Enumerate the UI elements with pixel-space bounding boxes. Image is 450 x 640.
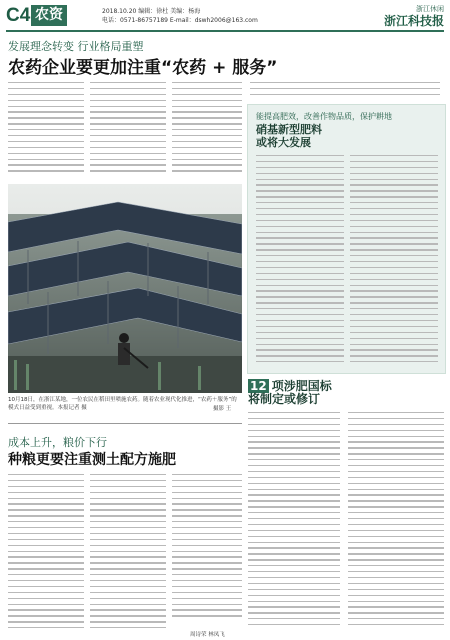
photo-caption: 10月18日，在浙江某地，一位农民在稻田里喷施农药。随着农业现代化推进，“农药＋服务”的模式日益受到重视。本报记者 摄 [8,397,237,411]
article2-number: 12 [250,379,267,393]
masthead-meta [102,7,292,25]
article3-headline: 种粮更要注重测土配方施肥 [8,452,176,468]
article3-column-1 [8,474,84,633]
region-label: 浙江休闲 [416,5,444,13]
main-article-headline: 农药企业要更加注重“农药 + 服务” [8,58,278,78]
main-article-kicker: 发展理念转变 行业格局重塑 [8,40,144,53]
sidebar-column-1 [256,155,344,367]
main-article-column-1 [8,82,84,176]
article3-kicker: 成本上升，粮价下行 [8,436,107,449]
solar-paddy-photo [8,184,242,393]
section-divider [8,423,242,424]
main-article-column-3 [172,82,242,176]
article2-column-1 [248,412,340,630]
main-article-column-4 [250,82,440,100]
article2-title: 12 项涉肥国标 将制定或修订 [248,379,332,406]
article2-column-2 [348,412,444,630]
page-header [6,4,444,32]
sidebar-column-2 [350,155,438,367]
contact-line: 电话：0571-86757189 E-mail：dswh2006@163.com [102,17,258,24]
main-article-column-2 [90,82,166,176]
section-name: 农资 [31,5,67,26]
sidebar-kicker: 能提高肥效，改善作物品质，保护耕地 [256,112,392,121]
article3-byline: 周诗荣 林凤飞 [190,632,225,638]
article3-column-2 [90,474,166,633]
page-number: C4 [6,5,31,26]
sidebar-title: 硝基新型肥料 或将大发展 [256,123,322,149]
issue-date: 2018.10.20 编辑：徐杜 美编：杨海 [102,8,201,15]
newspaper-logo [384,4,444,28]
paper-name: 浙江科技报 [383,14,444,28]
main-photo [8,184,242,393]
article3-column-3 [172,474,242,621]
photo-credit: 摄影 王 [213,406,232,412]
sidebar-article [247,104,446,374]
